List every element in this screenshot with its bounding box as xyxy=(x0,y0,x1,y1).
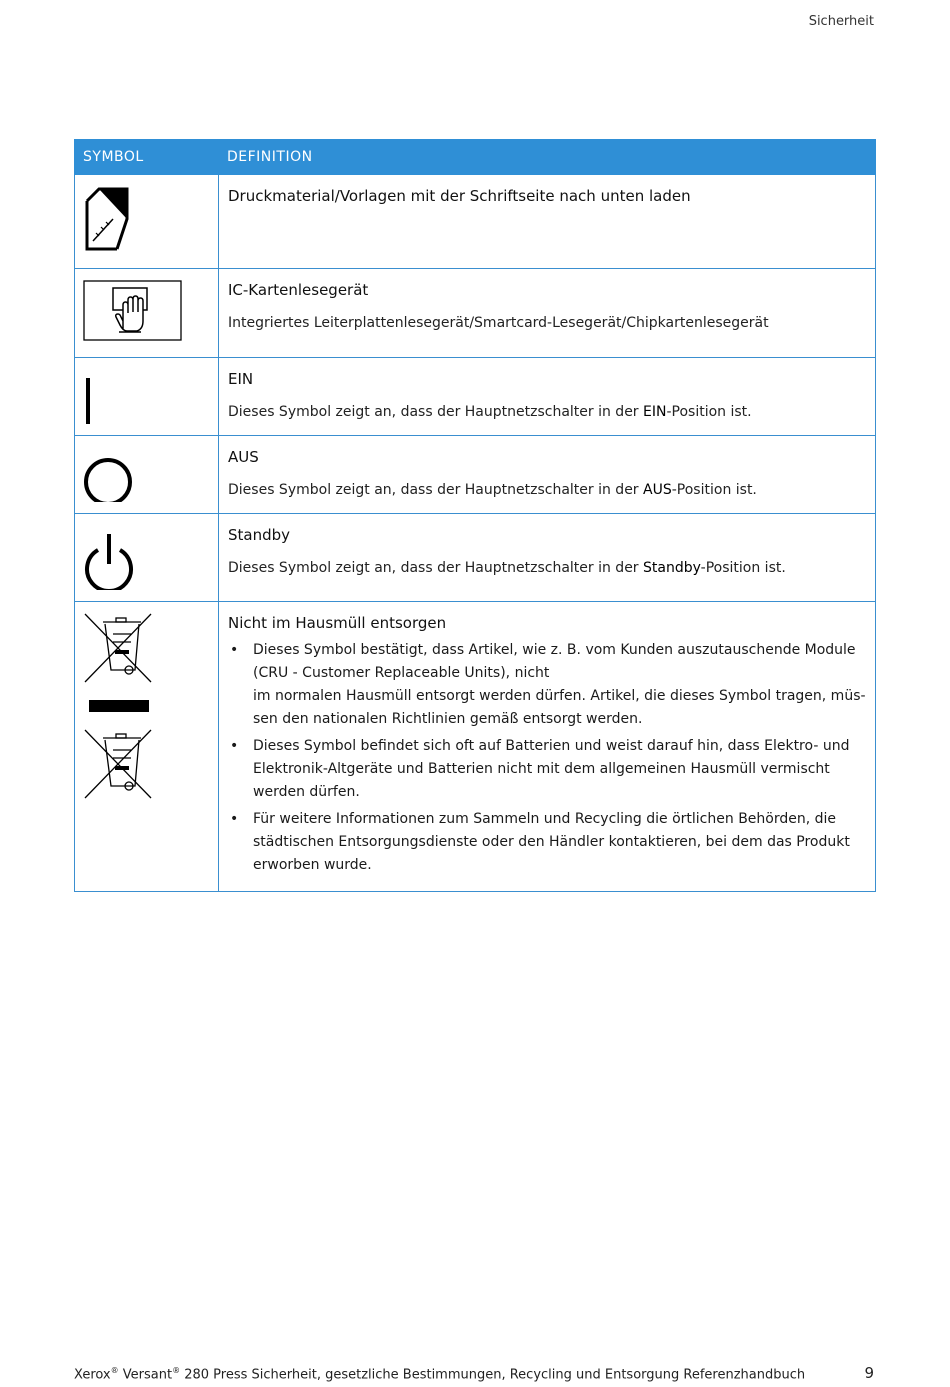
column-header-symbol: SYMBOL xyxy=(75,140,219,175)
definition-cell xyxy=(219,436,876,514)
page-number: 9 xyxy=(864,1364,874,1382)
symbol-cell xyxy=(75,269,219,358)
list-item: • Dieses Symbol bestätigt, dass Artikel, wie z. B. vom Kunden auszutauschende Module (CRU - Customer Replaceable Units), nicht im normalen Hausmüll entsorgt werden dürfen. Artikel, die dieses Symbol tragen, müs-sen den nationalen Richtlinien gemäß entsorgt werden. xyxy=(228,639,866,731)
definition-cell xyxy=(219,175,876,269)
table-row xyxy=(75,602,876,892)
emphasis: Standby xyxy=(643,560,701,576)
table-row xyxy=(75,358,876,436)
symbol-cell xyxy=(75,514,219,602)
standby-icon xyxy=(83,524,210,590)
emphasis: EIN xyxy=(643,404,667,420)
power-off-icon xyxy=(83,446,210,502)
definition-title: Standby xyxy=(228,526,291,544)
footer-text: Xerox® Versant® 280 Press Sicherheit, gesetzliche Bestimmungen, Recycling und Entsorgung Referenzhandbuch xyxy=(74,1366,806,1383)
table-row xyxy=(75,269,876,358)
symbol-cell xyxy=(75,602,219,892)
definition-title: Nicht im Hausmüll entsorgen xyxy=(228,614,447,632)
definition-cell xyxy=(219,358,876,436)
definition-text: Dieses Symbol zeigt an, dass der Hauptnetzschalter in der EIN-Position ist. xyxy=(228,404,752,420)
ic-card-reader-icon xyxy=(83,279,210,343)
table-row xyxy=(75,175,876,269)
list-item: • Für weitere Informationen zum Sammeln und Recycling die örtlichen Behörden, die städtischen Entsorgungsdienste oder den Händler kontaktieren, bei dem das Produkt erworben wurde. xyxy=(228,808,866,877)
definition-text: Dieses Symbol zeigt an, dass der Hauptnetzschalter in der Standby-Position ist. xyxy=(228,560,786,576)
face-down-paper-icon xyxy=(83,185,210,253)
crossed-out-bin-icon xyxy=(83,612,210,808)
symbol-cell xyxy=(75,358,219,436)
bullet-list xyxy=(228,639,866,877)
definition-title: AUS xyxy=(228,448,259,466)
definition-title: IC-Kartenlesegerät xyxy=(228,281,369,299)
definition-title: Druckmaterial/Vorlagen mit der Schriftseite nach unten laden xyxy=(228,187,691,205)
definition-text: Dieses Symbol zeigt an, dass der Hauptnetzschalter in der AUS-Position ist. xyxy=(228,482,757,498)
definition-title: EIN xyxy=(228,370,254,388)
table-header-row xyxy=(75,140,876,175)
definition-cell xyxy=(219,269,876,358)
column-header-definition: DEFINITION xyxy=(219,140,876,175)
symbol-cell xyxy=(75,175,219,269)
definition-cell xyxy=(219,602,876,892)
table-row xyxy=(75,514,876,602)
symbol-table xyxy=(74,139,876,892)
symbol-cell xyxy=(75,436,219,514)
definition-cell xyxy=(219,514,876,602)
power-on-icon xyxy=(83,368,210,424)
table-row xyxy=(75,436,876,514)
definition-text: Integriertes Leiterplattenlesegerät/Smartcard-Lesegerät/Chipkartenlesegerät xyxy=(228,315,769,331)
running-header: Sicherheit xyxy=(808,14,874,29)
emphasis: AUS xyxy=(643,482,672,498)
list-item: • Dieses Symbol befindet sich oft auf Batterien und weist darauf hin, dass Elektro- und Elektronik-Altgeräte und Batterien nicht mit dem allgemeinen Hausmüll vermischt werden dürfen. xyxy=(228,735,866,804)
